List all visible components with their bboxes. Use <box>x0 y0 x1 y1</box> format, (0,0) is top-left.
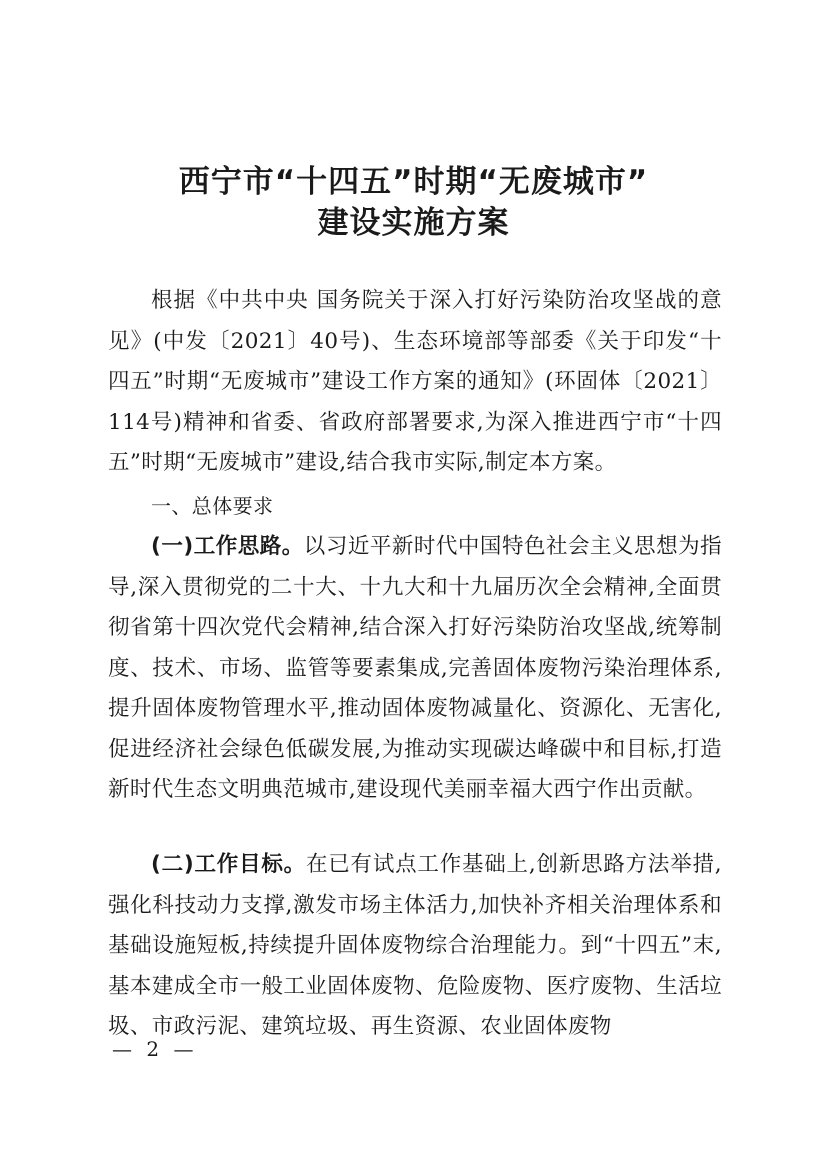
subheading-work-goals: (二)工作目标。 <box>151 852 306 877</box>
work-approach-text: 以习近平新时代中国特色社会主义思想为指导,深入贯彻党的二十大、十九大和十九届历次全会精神,全面贯彻省第十四次党代会精神,结合深入打好污染防治攻坚战,统筹制度、技术、市场、监管等要素集成,完善固体废物污染治理体系,提升固体废物管理水平,推动固体废物减量化、资源化、无害化,促进经济社会绿色低碳发展,为推动实现碳达峰碳中和目标,打造新时代生态文明典范城市,建设现代美丽幸福大西宁作出贡献。 <box>108 534 722 802</box>
work-goals-text: 在已有试点工作基础上,创新思路方法举措,强化科技动力支撑,激发市场主体活力,加快补齐相关治理体系和基础设施短板,持续提升固体废物综合治理能力。到“十四五”末,基本建成全市一般工业固体废物、危险废物、医疗废物、生活垃圾、市政污泥、建筑垃圾、再生资源、农业固体废物 <box>108 852 723 1039</box>
paragraph-work-goals <box>108 845 722 1048</box>
intro-paragraph: 根据《中共中央 国务院关于深入打好污染防治攻坚战的意见》(中发〔2021〕40号)、生态环境部等部委《关于印发“十四五”时期“无废城市”建设工作方案的通知》(环固体〔2021〕114号)精神和省委、省政府部署要求,为深入推进西宁市“十四五”时期“无废城市”建设,结合我市实际,制定本方案。 <box>108 288 722 475</box>
paragraph-work-approach <box>108 527 722 811</box>
subheading-work-approach: (一)工作思路。 <box>151 534 304 559</box>
document-title-line-2: 建设实施方案 <box>317 205 510 241</box>
page-number: — 2 — <box>112 1037 198 1061</box>
section-heading-general-requirements: 一、总体要求 <box>151 494 274 518</box>
document-title-line-1: 西宁市“十四五”时期“无废城市” <box>178 164 649 200</box>
